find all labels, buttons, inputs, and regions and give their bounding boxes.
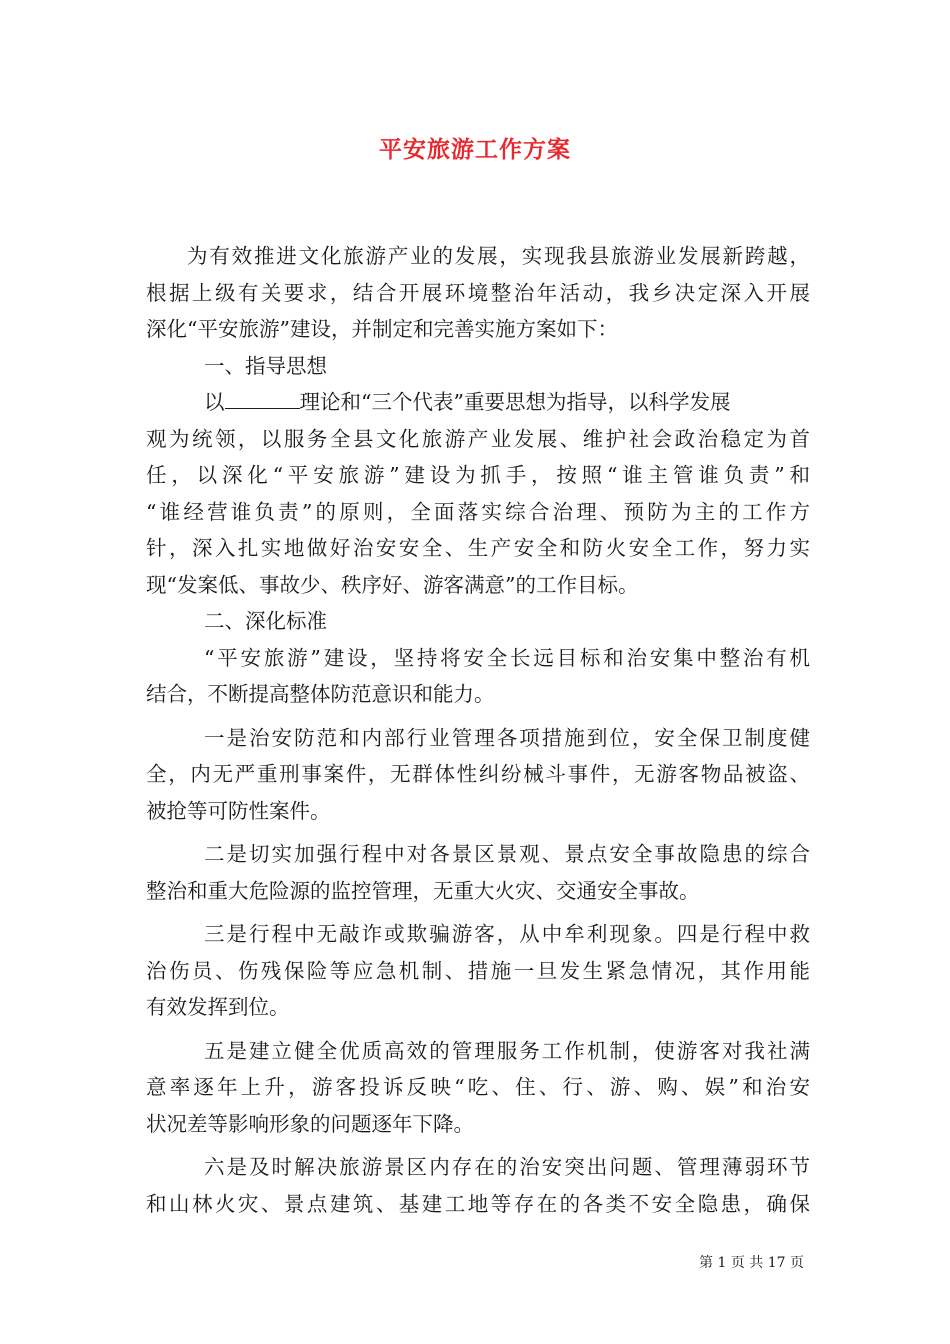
text-line: 治伤员、伤残保险等应急机制、措施一旦发生紧急情况，其作用能 xyxy=(146,958,810,983)
text-line xyxy=(146,384,810,421)
text-line: 状况差等影响形象的问题逐年下降。 xyxy=(146,1111,474,1136)
standard-paragraph xyxy=(146,1149,810,1222)
text-line: 一是治安防范和内部行业管理各项措施到位，安全保卫制度健 xyxy=(204,725,810,750)
text-line: 有效发挥到位。 xyxy=(146,995,290,1019)
guiding-thought-paragraph xyxy=(146,384,810,603)
document-title: 平安旅游工作方案 xyxy=(379,136,571,163)
fill-blank xyxy=(225,388,300,409)
standard-paragraph xyxy=(146,720,810,830)
text-line: 五是建立健全优质高效的管理服务工作机制，使游客对我社满 xyxy=(204,1038,810,1063)
text-line: “平安旅游”建设，坚持将安全长远目标和治安集中整治有机 xyxy=(204,645,810,670)
text-line: 任，以深化“平安旅游”建设为抓手，按照“谁主管谁负责”和 xyxy=(146,463,810,487)
text-line: 现“发案低、事故少、秩序好、游客满意”的工作目标。 xyxy=(146,572,639,597)
text-fragment: 以 xyxy=(204,390,225,414)
text-line: 整治和重大危险源的监控管理，无重大火灾、交通安全事故。 xyxy=(146,878,700,903)
document-body xyxy=(146,238,810,1222)
text-line: “谁经营谁负责”的原则，全面落实综合治理、预防为主的工作方 xyxy=(146,499,810,524)
text-line: 为有效推进文化旅游产业的发展，实现我县旅游业发展新跨越， xyxy=(187,244,810,268)
page-number: 第 1 页 共 17 页 xyxy=(699,1255,804,1271)
standard-paragraph xyxy=(146,640,810,713)
standard-paragraph xyxy=(146,836,810,909)
text-line: 六是及时解决旅游景区内存在的治安突出问题、管理薄弱环节 xyxy=(204,1155,810,1179)
text-line: 二是切实加强行程中对各景区景观、景点安全事故隐患的综合 xyxy=(204,842,810,866)
text-line: 结合，不断提高整体防范意识和能力。 xyxy=(146,682,495,706)
intro-paragraph xyxy=(146,238,810,348)
text-line: 意率逐年上升，游客投诉反映“吃、住、行、游、购、娱”和治安 xyxy=(146,1075,810,1099)
text-line: 根据上级有关要求，结合开展环境整治年活动，我乡决定深入开展 xyxy=(146,280,810,305)
text-line: 观为统领，以服务全县文化旅游产业发展、维护社会政治稳定为首 xyxy=(146,426,810,451)
section-heading: 二、深化标准 xyxy=(204,609,327,633)
text-line: 全，内无严重刑事案件，无群体性纠纷械斗事件，无游客物品被盗、 xyxy=(146,762,810,786)
text-line: 三是行程中无敲诈或欺骗游客，从中牟利现象。四是行程中救 xyxy=(204,922,810,946)
text-fragment: 理论和“三个代表”重要思想为指导，以科学发展 xyxy=(299,390,731,414)
text-line: 和山林火灾、景点建筑、基建工地等存在的各类不安全隐患，确保 xyxy=(146,1191,810,1216)
standard-paragraph xyxy=(146,1033,810,1143)
standard-paragraph xyxy=(146,916,810,1026)
text-line: 深化“平安旅游”建设，并制定和完善实施方案如下： xyxy=(146,317,618,341)
section-heading: 一、指导思想 xyxy=(204,353,327,378)
text-line: 针，深入扎实地做好治安安全、生产安全和防火安全工作，努力实 xyxy=(146,536,810,560)
text-line: 被抢等可防性案件。 xyxy=(146,798,331,823)
